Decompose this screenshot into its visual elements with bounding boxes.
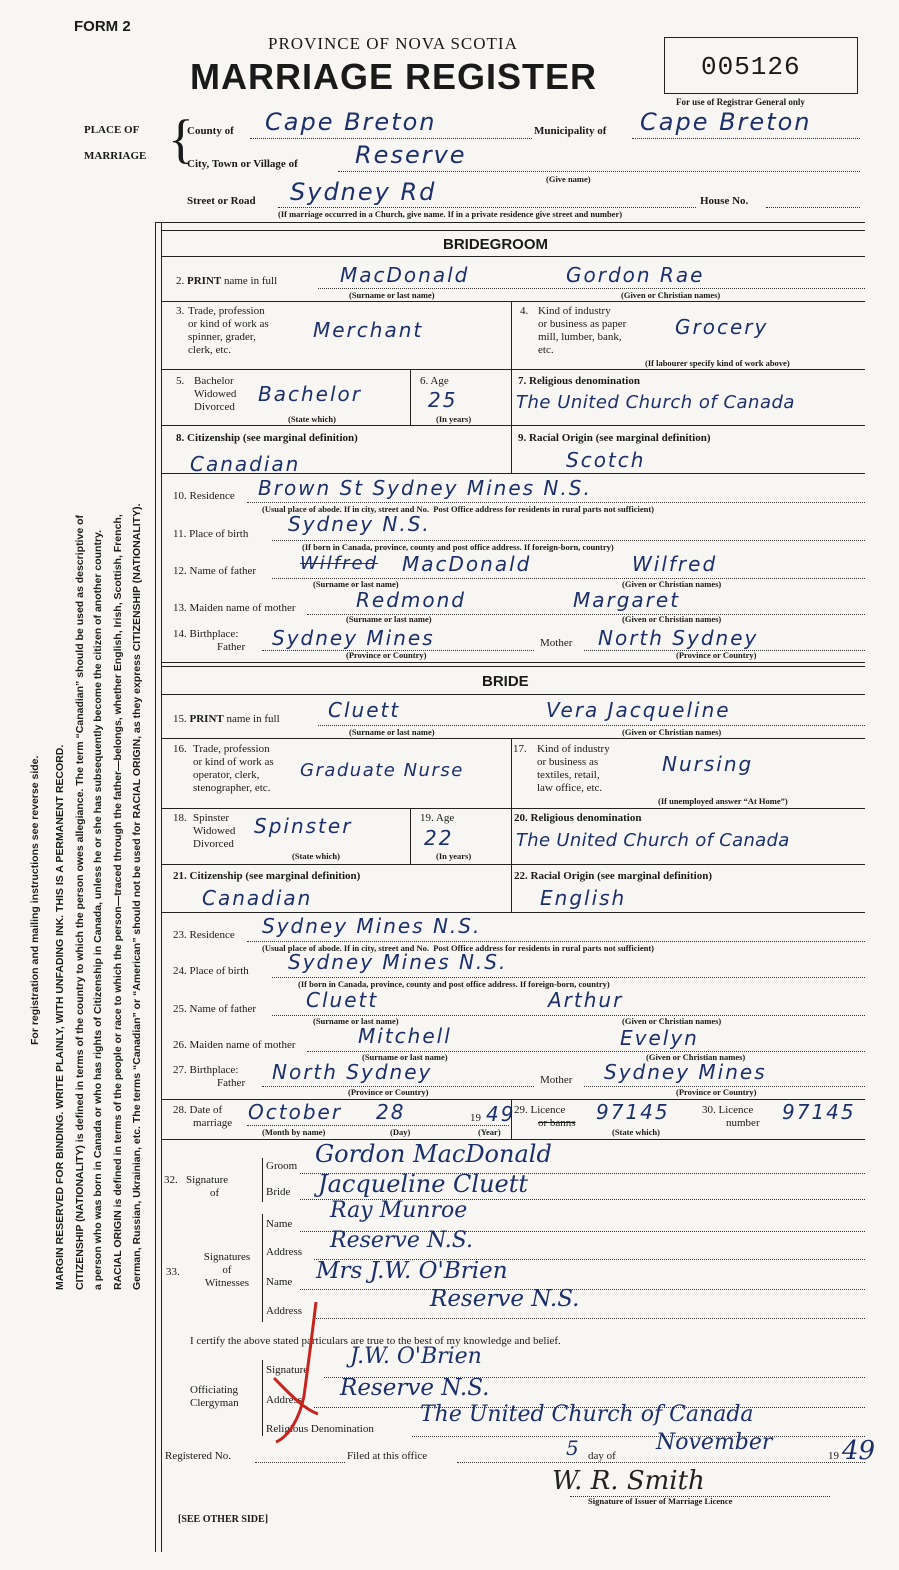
bride-mother-given: Evelyn (620, 1026, 699, 1050)
item-13-number: 13. (173, 602, 187, 614)
status-label: Divorced (193, 838, 234, 850)
father-label: Father (217, 1077, 246, 1089)
racial-label: Racial Origin (see marginal definition) (530, 870, 712, 882)
witness-2-address: Reserve N.S. (430, 1286, 580, 1312)
rule (161, 301, 865, 302)
marriage-label: marriage (193, 1117, 233, 1129)
rule (262, 1158, 263, 1202)
licence-number: 97145 (782, 1100, 856, 1124)
municipality-label: Municipality of (534, 125, 607, 137)
red-check-mark (268, 1296, 328, 1446)
item-16-number: 16. (173, 743, 187, 755)
rule (318, 288, 865, 289)
form-left-border-inner (161, 222, 162, 1552)
bride-industry: Nursing (662, 752, 754, 776)
item-29-number: 29. (514, 1104, 528, 1116)
rule (161, 738, 865, 739)
rule (511, 425, 512, 473)
place-of-label: PLACE OF (84, 124, 140, 136)
bride-label: Bride (266, 1186, 291, 1198)
or-banns-label: or banns (538, 1117, 576, 1129)
rule (314, 1318, 865, 1319)
county-label: County of (187, 125, 234, 137)
filed-day: 5 (566, 1436, 579, 1460)
rule (410, 808, 411, 864)
of-label: of (210, 1187, 220, 1199)
residence-note: (Usual place of abode. If in city, street and No. (262, 504, 430, 514)
bride-heading: BRIDE (482, 673, 529, 690)
rule (161, 662, 865, 663)
licence-state: 97145 (596, 1100, 670, 1124)
item-24-number: 24. (173, 965, 187, 977)
state-which-caption: (State which) (288, 414, 336, 424)
clergy-signature-label: Signature (266, 1364, 309, 1376)
rule (161, 864, 865, 865)
citizenship-label: Citizenship (see marginal definition) (189, 870, 361, 882)
street-label: Street or Road (187, 195, 256, 207)
bride-citizenship: Canadian (202, 886, 313, 910)
caption-prov-country: (Province or Country) (676, 1087, 757, 1097)
officiating-label: Officiating (190, 1384, 239, 1396)
rule (161, 473, 865, 474)
number-label: number (726, 1117, 760, 1129)
filed-year: 49 (842, 1436, 876, 1466)
witness-1-name-label: Name (266, 1218, 293, 1230)
status-label: Widowed (194, 388, 237, 400)
item-12-number: 12. (173, 565, 187, 577)
bride-residence: Sydney Mines N.S. (262, 914, 482, 938)
caption-given: (Given or Christian names) (622, 1016, 722, 1026)
witness-2-name: Mrs J.W. O'Brien (316, 1258, 508, 1284)
industry-label: textiles, retail, (537, 769, 600, 781)
give-name-caption: (Give name) (546, 174, 591, 184)
issuer-caption: Signature of Issuer of Marriage Licence (588, 1496, 733, 1506)
signatures-label: Signatures (203, 1251, 251, 1263)
rule (161, 425, 865, 426)
caption-year: (Year) (478, 1127, 501, 1137)
marriage-year: 49 (486, 1102, 516, 1126)
groom-mother-birth: North Sydney (598, 626, 759, 650)
marriage-day: 28 (376, 1100, 406, 1124)
in-years-caption: (In years) (436, 851, 472, 861)
registration-number-box (664, 37, 858, 94)
street-line (278, 207, 696, 208)
rule (247, 502, 865, 503)
bride-trade: Graduate Nurse (300, 760, 464, 781)
item-19-number: 19. (420, 812, 434, 824)
birthplace-heading: Birthplace: (189, 1064, 239, 1076)
rule (161, 256, 865, 257)
status-label: Bachelor (194, 375, 234, 387)
licence-label: Licence (530, 1104, 566, 1116)
groom-given: Gordon Rae (566, 263, 705, 287)
clergy-signature: J.W. O'Brien (350, 1344, 482, 1369)
witness-1-address-label: Address (266, 1246, 303, 1258)
clergy-address: Reserve N.S. (340, 1375, 490, 1401)
groom-age: 25 (428, 388, 458, 412)
province-heading: PROVINCE OF NOVA SCOTIA (268, 34, 518, 53)
margin-line-4: a person who was born in Canada or who has rights of Citizenship in Canada, unless he or she has subsequently become the citizen of another country. (92, 529, 104, 1290)
industry-label: mill, lumber, bank, (538, 331, 622, 343)
caption-surname: (Surname or last name) (349, 290, 435, 300)
groom-industry: Grocery (675, 315, 769, 339)
item-33-number: 33. (166, 1266, 180, 1278)
rule (318, 725, 865, 726)
item-14-number: 14. (173, 628, 187, 640)
filed-month: November (656, 1430, 773, 1455)
day-of-label: day of (588, 1450, 616, 1462)
item-5-number: 5. (176, 375, 185, 387)
rule (272, 540, 865, 541)
status-label: Divorced (194, 401, 235, 413)
birth-note: (If born in Canada, province, county and post office address. If foreign-born, country) (302, 542, 614, 552)
in-years-caption: (In years) (436, 414, 472, 424)
caption-month: (Month by name) (262, 1127, 326, 1137)
item-4-number: 4. (520, 305, 529, 317)
municipality-value: Cape Breton (640, 108, 812, 136)
groom-father-struck: Wilfred (300, 553, 379, 574)
registration-number: 005126 (701, 52, 801, 82)
rule (161, 369, 865, 370)
municipality-line (632, 138, 860, 139)
rule (262, 1360, 263, 1436)
item-8-number: 8. (176, 432, 185, 444)
place-brace: { (168, 109, 194, 169)
industry-label: or business as paper (538, 318, 627, 330)
rule (511, 738, 512, 808)
see-other-side: [SEE OTHER SIDE] (178, 1514, 269, 1525)
clergy-denomination: The United Church of Canada (420, 1402, 754, 1427)
trade-label: Trade, profession (193, 743, 270, 755)
bride-birthplace: Sydney Mines N.S. (288, 950, 508, 974)
rule (161, 694, 865, 695)
rule (457, 1462, 865, 1463)
father-name-label: Name of father (189, 565, 257, 577)
item-9-number: 9. (518, 432, 527, 444)
print-label: PRINT (189, 713, 224, 725)
residence-label: Residence (189, 490, 235, 502)
mother-maiden-label: Maiden name of mother (189, 1039, 296, 1051)
groom-surname: MacDonald (340, 263, 470, 287)
rule (161, 912, 865, 913)
marriage-month: October (248, 1100, 343, 1124)
caption-given: (Given or Christian names) (622, 579, 722, 589)
item-7-number: 7. (518, 375, 527, 387)
status-label: Spinster (193, 812, 230, 824)
date-of-label: Date of (189, 1104, 223, 1116)
caption-prov-country: (Province or Country) (348, 1087, 429, 1097)
item-27-number: 27. (173, 1064, 187, 1076)
registrar-note: For use of Registrar General only (676, 97, 805, 107)
rule (161, 808, 865, 809)
bride-status: Spinster (254, 814, 353, 838)
groom-birthplace: Sydney N.S. (288, 512, 431, 536)
signature-label: Signature (186, 1174, 229, 1186)
rule (511, 1099, 512, 1139)
bride-age: 22 (424, 826, 454, 850)
caption-given: (Given or Christian names) (622, 727, 722, 737)
mother-label: Mother (540, 1074, 573, 1086)
mother-label: Mother (540, 637, 573, 649)
caption-surname: (Surname or last name) (313, 579, 399, 589)
mother-maiden-label: Maiden name of mother (189, 602, 296, 614)
industry-label: Kind of industry (538, 305, 611, 317)
item-22-number: 22. (514, 870, 528, 882)
registered-no-label: Registered No. (165, 1450, 231, 1462)
religion-label: Religious denomination (530, 812, 642, 824)
item-21-number: 21. (173, 870, 187, 882)
margin-line-2: MARGIN RESERVED FOR BINDING. WRITE PLAINLY, WITH UNFADING INK. THIS IS A PERMANENT RECORD. (54, 744, 66, 1290)
bride-given: Vera Jacqueline (546, 698, 731, 722)
witnesses-label: Witnesses (204, 1277, 250, 1289)
clergy-address-label: Address (266, 1394, 303, 1406)
county-value: Cape Breton (265, 108, 437, 136)
trade-label: spinner, grader, (188, 331, 256, 343)
item-20-number: 20. (514, 812, 528, 824)
birth-note: (If born in Canada, province, county and post office address. If foreign-born, country) (298, 979, 610, 989)
filed-year-prefix: 19 (828, 1450, 839, 1462)
city-value: Reserve (355, 141, 467, 169)
groom-signature: Gordon MacDonald (315, 1140, 552, 1168)
witness-2-name-label: Name (266, 1276, 293, 1288)
groom-mother-surname: Redmond (356, 588, 466, 612)
form-top-border (155, 222, 865, 223)
birthplace-label: Place of birth (189, 528, 249, 540)
bride-mother-birth: Sydney Mines (604, 1060, 767, 1084)
bride-religion: The United Church of Canada (516, 830, 790, 851)
rule (300, 1289, 865, 1290)
trade-label: or kind of work as (188, 318, 269, 330)
item-3-number: 3. (176, 305, 185, 317)
trade-label: Trade, profession (188, 305, 265, 317)
item-23-number: 23. (173, 929, 187, 941)
item-30-number: 30. (702, 1104, 716, 1116)
item-15-number: 15. (173, 713, 187, 725)
caption-surname: (Surname or last name) (349, 727, 435, 737)
racial-label: Racial Origin (see marginal definition) (529, 432, 711, 444)
groom-label: Groom (266, 1160, 298, 1172)
name-in-full-label: name in full (223, 275, 278, 287)
caption-surname: (Surname or last name) (346, 614, 432, 624)
groom-residence: Brown St Sydney Mines N.S. (258, 476, 592, 500)
caption-prov-country: (Province or Country) (676, 650, 757, 660)
caption-given: (Given or Christian names) (621, 290, 721, 300)
filed-label: Filed at this office (347, 1450, 428, 1462)
trade-label: operator, clerk, (193, 769, 260, 781)
caption-surname: (Surname or last name) (313, 1016, 399, 1026)
margin-line-6: German, Russian, Ukrainian, etc. The terms “Canadian” or “American” should not be used for RACIAL ORIGIN, as they express CITIZENSHIP (NATIONALITY). (131, 503, 143, 1290)
age-label: Age (430, 375, 449, 387)
caption-state-which: (State which) (612, 1127, 660, 1137)
house-no-line (766, 207, 860, 208)
industry-note: (If unemployed answer “At Home”) (658, 796, 788, 806)
witness-1-address: Reserve N.S. (330, 1228, 473, 1253)
residence-note: Post Office address for residents in rural parts not sufficient) (433, 943, 655, 953)
caption-given: (Given or Christian names) (622, 614, 722, 624)
certification-text: I certify the above stated particulars are true to the best of my knowledge and belief. (190, 1335, 561, 1347)
groom-religion: The United Church of Canada (516, 392, 795, 413)
industry-note: (If labourer specify kind of work above) (645, 358, 790, 368)
licence-number-label: Licence (718, 1104, 754, 1116)
groom-trade: Merchant (313, 318, 424, 342)
city-line (338, 171, 860, 172)
age-label: Age (435, 812, 455, 824)
print-label: PRINT (187, 275, 222, 287)
residence-label: Residence (189, 929, 235, 941)
form-top-border-inner (161, 230, 865, 231)
groom-racial: Scotch (566, 448, 646, 472)
house-no-label: House No. (700, 195, 749, 207)
groom-father-surname: MacDonald (402, 552, 532, 576)
rule (255, 1462, 345, 1463)
bridegroom-heading: BRIDEGROOM (443, 236, 548, 253)
street-value: Sydney Rd (290, 178, 437, 206)
bride-mother-surname: Mitchell (358, 1024, 452, 1048)
item-6-number: 6. (420, 375, 429, 387)
item-25-number: 25. (173, 1003, 187, 1015)
witness-1-name: Ray Munroe (330, 1198, 468, 1223)
margin-line-1: For registration and mailing instructions see reverse side. (29, 755, 41, 1045)
margin-line-5: RACIAL ORIGIN is defined in terms of the people or race to which the person—traced through the father—belongs, whether English, Irish, Scottish, French, (112, 514, 124, 1290)
bride-father-birth: North Sydney (272, 1060, 433, 1084)
bride-father-surname: Cluett (306, 988, 379, 1012)
birthplace-label: Place of birth (189, 965, 249, 977)
caption-given: (Given or Christian names) (646, 1052, 746, 1062)
issuer-signature: W. R. Smith (552, 1466, 705, 1496)
birthplace-heading: Birthplace: (189, 628, 239, 640)
industry-label: Kind of industry (537, 743, 610, 755)
witness-2-address-label: Address (266, 1305, 303, 1317)
rule (511, 808, 512, 864)
rule (262, 1214, 263, 1322)
groom-father-given: Wilfred (632, 552, 718, 576)
rule (410, 369, 411, 425)
rule (247, 1125, 509, 1126)
trade-label: or kind of work as (193, 756, 274, 768)
religion-label: Religious denomination (529, 375, 640, 387)
of-label: of (222, 1264, 232, 1276)
bride-surname: Cluett (328, 698, 401, 722)
caption-prov-country: (Province or Country) (346, 650, 427, 660)
rule (412, 1436, 865, 1437)
item-2-number: 2. (176, 275, 185, 287)
clergyman-label: Clergyman (190, 1397, 239, 1409)
groom-mother-given: Margaret (573, 588, 681, 612)
citizenship-label: Citizenship (see marginal definition) (187, 432, 358, 444)
item-11-number: 11. (173, 528, 187, 540)
rule (161, 666, 865, 667)
industry-label: etc. (538, 344, 554, 356)
county-line (250, 138, 532, 139)
bride-racial: English (540, 886, 627, 910)
form-number-label: FORM 2 (74, 18, 131, 35)
industry-label: law office, etc. (537, 782, 603, 794)
city-label: City, Town or Village of (187, 158, 298, 170)
groom-status: Bachelor (258, 382, 362, 406)
trade-label: stenographer, etc. (193, 782, 271, 794)
name-in-full-label: name in full (226, 713, 280, 725)
rule (511, 301, 512, 369)
status-label: Widowed (193, 825, 236, 837)
caption-surname: (Surname or last name) (362, 1052, 448, 1062)
bride-father-given: Arthur (548, 988, 624, 1012)
residence-note: (Usual place of abode. If in city, street and No. (262, 943, 430, 953)
item-28-number: 28. (173, 1104, 187, 1116)
rule (247, 941, 865, 942)
bride-signature: Jacqueline Cluett (318, 1170, 529, 1198)
item-17-number: 17. (513, 743, 527, 755)
rule (272, 977, 865, 978)
margin-line-3: CITIZENSHIP (NATIONALITY) is defined in terms of the country to which the person owes allegiance. The term “Canadian” should be used as descriptive of (74, 515, 86, 1290)
item-10-number: 10. (173, 490, 187, 502)
caption-day: (Day) (390, 1127, 411, 1137)
year-prefix: 19 (470, 1112, 481, 1124)
marriage-label: MARRIAGE (84, 150, 147, 162)
religious-denomination-label: Religious Denomination (266, 1423, 374, 1435)
industry-label: or business as (537, 756, 599, 768)
trade-label: clerk, etc. (188, 344, 232, 356)
father-name-label: Name of father (189, 1003, 257, 1015)
groom-citizenship: Canadian (190, 452, 301, 476)
father-label: Father (217, 641, 246, 653)
groom-father-birth: Sydney Mines (272, 626, 435, 650)
rule (511, 369, 512, 425)
item-18-number: 18. (173, 812, 187, 824)
item-26-number: 26. (173, 1039, 187, 1051)
street-note: (If marriage occurred in a Church, give name. If in a private residence give street and number) (278, 209, 623, 219)
document-title: MARRIAGE REGISTER (190, 56, 598, 97)
residence-note: Post Office address for residents in rural parts not sufficient) (433, 504, 655, 514)
state-which-caption: (State which) (292, 851, 340, 861)
rule (511, 864, 512, 912)
form-left-border (155, 222, 156, 1552)
item-32-number: 32. (164, 1174, 178, 1186)
